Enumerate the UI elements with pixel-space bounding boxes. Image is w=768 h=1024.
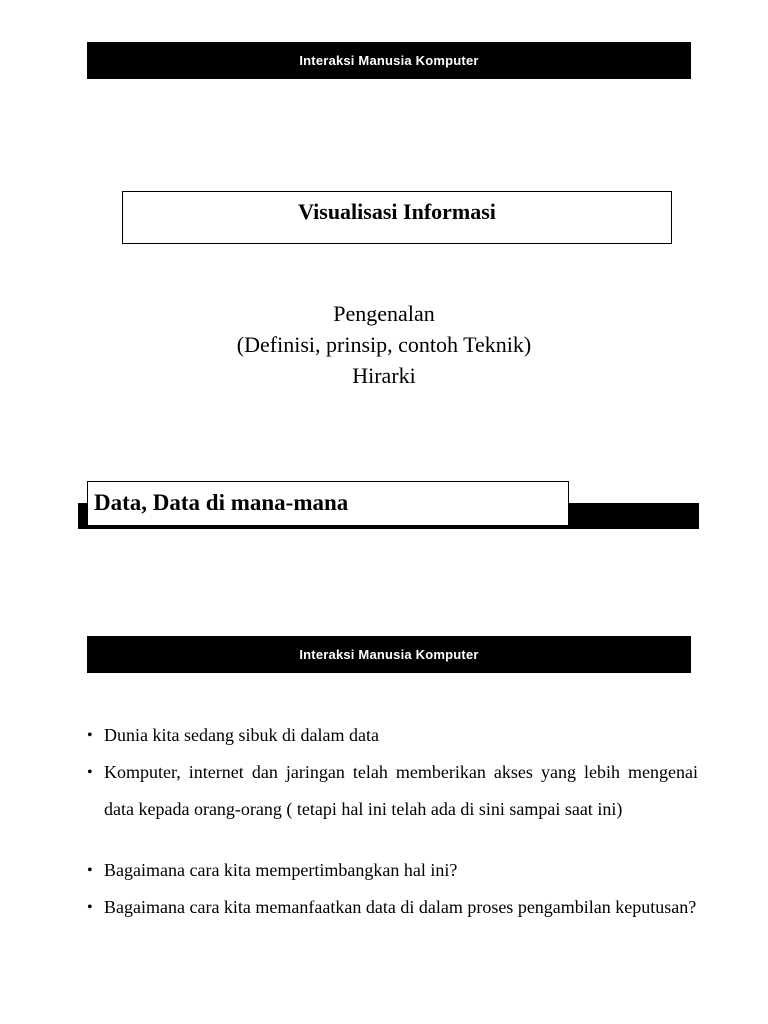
header-title: Interaksi Manusia Komputer (299, 53, 479, 68)
bullet-item (87, 717, 698, 754)
intro-line: Pengenalan (333, 301, 435, 326)
intro-text (0, 298, 768, 391)
bullet-icon: • (87, 764, 93, 781)
bullet-text: Komputer, internet dan jaringan telah memberikan akses yang lebih mengenai data kepada orang-orang ( tetapi hal ini telah ada di sini sampai saat ini) (104, 762, 698, 819)
bullet-item (87, 852, 698, 889)
bullet-icon: • (87, 727, 93, 744)
bullet-icon: • (87, 862, 93, 879)
slide-header-bar (87, 636, 691, 673)
bullet-icon: • (87, 899, 93, 916)
section-title-box (87, 481, 569, 526)
bullet-text: Bagaimana cara kita memanfaatkan data di dalam proses pengambilan keputusan? (104, 897, 697, 917)
bullet-text: Bagaimana cara kita mempertimbangkan hal ini? (104, 860, 458, 880)
slide-title-box (122, 191, 672, 244)
slide-header-bar (87, 42, 691, 79)
bullet-item (87, 754, 698, 828)
intro-line: Hirarki (352, 363, 416, 388)
bullet-list (87, 717, 698, 926)
header-title: Interaksi Manusia Komputer (299, 647, 479, 662)
slide-title: Visualisasi Informasi (298, 199, 496, 224)
section-title: Data, Data di mana-mana (94, 490, 349, 515)
bullet-text: Dunia kita sedang sibuk di dalam data (104, 725, 379, 745)
intro-line: (Definisi, prinsip, contoh Teknik) (236, 332, 532, 357)
bullet-item (87, 889, 698, 926)
spacer (87, 828, 698, 852)
